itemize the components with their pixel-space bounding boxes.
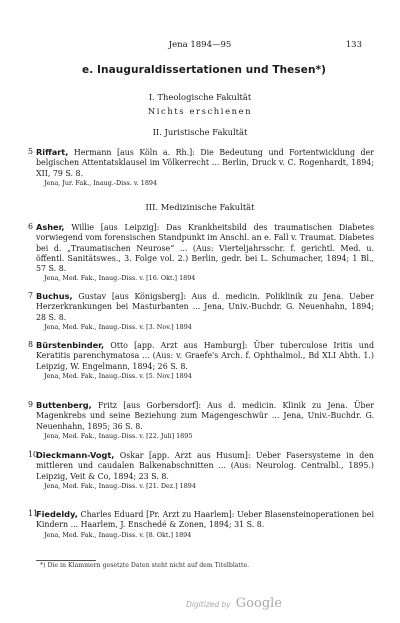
author-name: Bürstenbinder, [36, 340, 105, 350]
author-name: Buttenberg, [36, 400, 92, 410]
section-title: e. Inauguraldissertationen und Thesen*) [81, 64, 327, 76]
page-number: 133 [345, 40, 362, 50]
entry-number: 11 [28, 509, 39, 518]
author-name: Riffart, [36, 147, 69, 157]
entry-text: Otto [app. Arzt aus Hamburg]: Über tuberculose Iritis und Keratitis parenchymatosa ... (Aus: v. Graefe's Arch. f. Ophthalmol., Bd XLI Abth. 1.) Leipzig, W. Engelmann, 1894; 26 S. 8. [36, 341, 374, 371]
entry-number: 8 [28, 340, 34, 349]
entry-text: Willie [aus Leipzig]: Das Krankheitsbild des traumatischen Diabetes vorwiegend vom forensischen Standpunkt im Anschl. an e. Fall v. Traumat. Diabetes bei d. „Traumatischen Neurose“ ... (Aus: Vierteljahrsschr. f. gerichtl. Med. u. öffentl. Sanitätswes., 3. Folge vol. 2.) Berlin, gedr. bei L. Schumacher, 1894; 1 Bl., 57 S. 8. [36, 223, 375, 274]
running-title: Jena 1894—95 [168, 40, 232, 50]
author-name: Asher, [36, 222, 65, 232]
list-item [28, 400, 375, 441]
entry-number: 7 [28, 291, 34, 300]
list-item [28, 340, 374, 381]
entry-number: 9 [28, 400, 34, 409]
entry-text: Oskar [app. Arzt aus Husum]: Ueber Fasersysteme in den mittleren und caudalen Balkenabschnitten ... (Aus: Neurolog. Centralbl., 1895.) Leipzig, Veit & Co, 1894; 23 S. 8. [36, 451, 374, 481]
list-item [28, 450, 374, 491]
entry-number: 6 [28, 222, 34, 231]
footnote: *) Die in Klammern gesetzte Daten steht nicht auf dem Titelblatte. [40, 562, 250, 569]
entry-source: Jena, Med. Fak., Inaug.-Diss. v. [8. Okt.] 1894 [44, 530, 192, 539]
entry-text: Fritz [aus Gorbersdorf]: Aus d. medicin. Klinik zu Jena. Über Magenkrebs und seine Beziehung zum Magengeschwür ... Jena, Univ.-Buchdr. G. Neuenhahn, 1895; 36 S. 8. [36, 401, 375, 431]
watermark-brand: Google [235, 596, 282, 611]
author-name: Buchus, [36, 291, 73, 301]
faculty-heading-law: II. Juristische Fakultät [152, 127, 248, 137]
entry-source: Jena, Med. Fak., Inaug.-Diss. v. [16. Okt.] 1894 [44, 274, 196, 283]
watermark [186, 592, 282, 611]
author-name: Fiedeldy, [36, 509, 78, 519]
list-item [28, 222, 375, 284]
entry-source: Jena, Med. Fak., Inaug.-Diss. v. [3. Nov.] 1894 [44, 322, 192, 331]
entry-text: Hermann [aus Köln a. Rh.]: Die Bedeutung und Fortentwicklung der belgischen Attentatsklausel im Völkerrecht ... Berlin, Druck v. C. Rogenhardt, 1894; XII, 79 S. 8. [36, 148, 374, 178]
list-item [28, 147, 374, 188]
watermark-digitized-by: Digitized by [186, 600, 231, 609]
entry-text: Gustav [aus Königsberg]: Aus d. medicin. Poliklinik zu Jena. Ueber Herzerkrankungen bei Masturbanten ... Jena, Univ.-Buchdr. G. Neuenhahn, 1894; 28 S. 8. [36, 292, 374, 322]
faculty-heading-theology: I. Theologische Fakultät [148, 92, 252, 102]
faculty-note: Nichts erschienen [147, 106, 253, 116]
entry-source: Jena, Jur. Fak., Inaug.-Diss. v. 1894 [44, 178, 158, 187]
footnote-divider [36, 560, 96, 561]
list-item [28, 509, 374, 540]
entry-number: 10 [28, 450, 39, 459]
list-item [28, 291, 374, 332]
entry-source: Jena, Med. Fak., Inaug.-Diss. v. [21. Dez.] 1894 [44, 481, 196, 490]
author-name: Dieckmann-Vogt, [36, 450, 115, 460]
entry-source: Jena, Med. Fak., Inaug.-Diss. v. [5. Nov.] 1894 [44, 371, 192, 380]
faculty-heading-medicine: III. Medizinische Fakultät [145, 202, 255, 212]
entry-source: Jena, Med. Fak., Inaug.-Diss. v. [22. Juli] 1895 [44, 431, 193, 440]
entry-number: 5 [28, 147, 34, 156]
entry-text: Charles Eduard [Pr. Arzt zu Haarlem]: Ueber Blasensteinoperationen bei Kindern ... Haarlem, J. Enschedé & Zonen, 1894; 31 S. 8. [36, 510, 374, 530]
